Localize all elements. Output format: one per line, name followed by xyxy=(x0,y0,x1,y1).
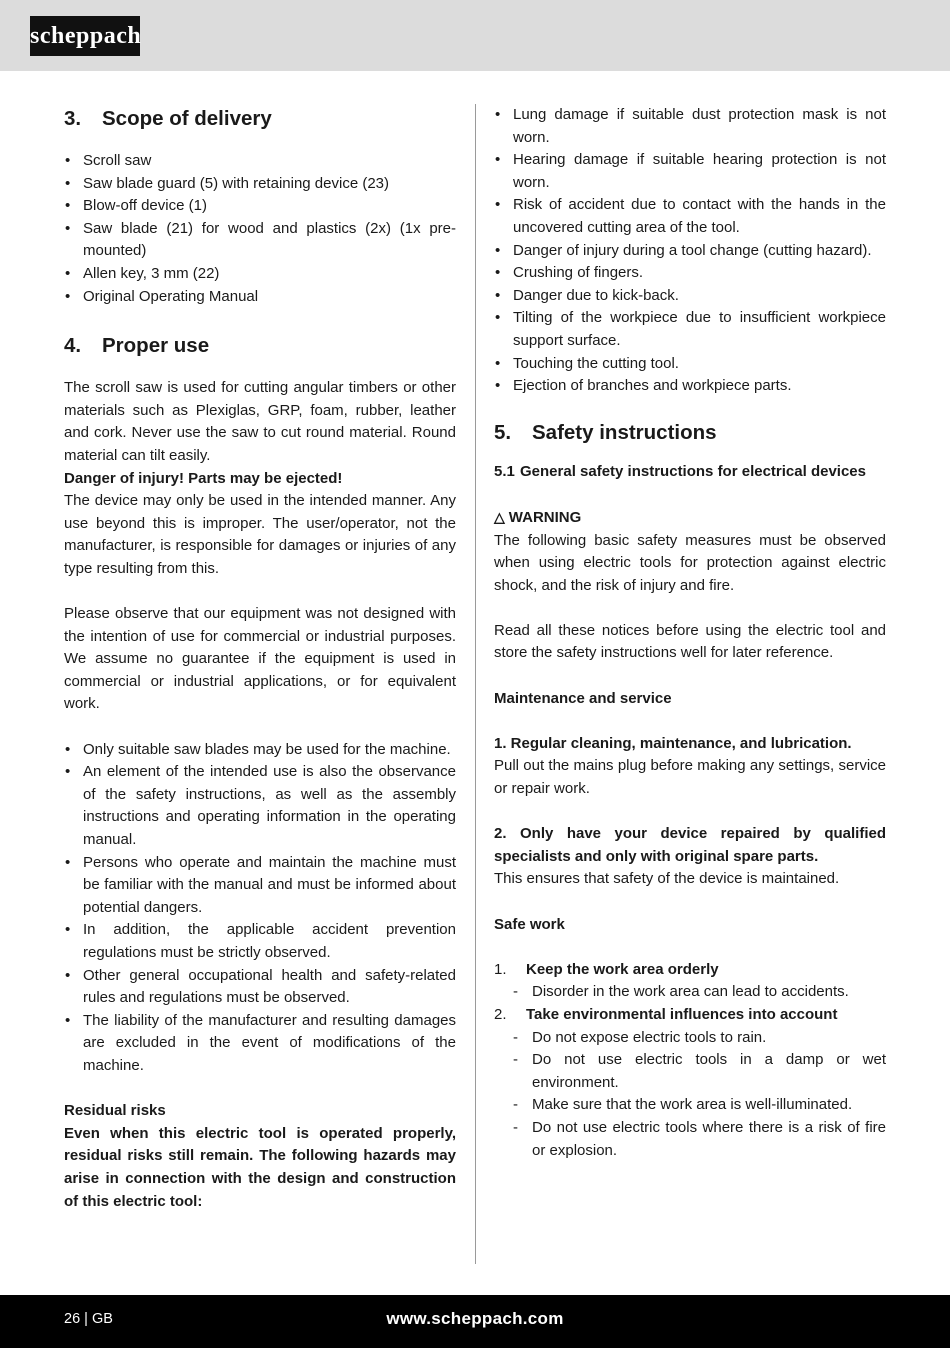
list-item: - Do not use electric tools where there is a risk of fire or explosion. xyxy=(513,1117,886,1162)
maintenance-item-1-title: 1. Regular cleaning, maintenance, and lubrication. xyxy=(494,734,852,752)
list-item: • Persons who operate and maintain the machine must be familiar with the manual and must be informed about potential dangers. xyxy=(64,852,456,920)
list-item: • Original Operating Manual xyxy=(64,286,456,309)
proper-use-paragraph: The scroll saw is used for cutting angular timbers or other materials such as Plexiglas, GRP, foam, rubber, leather and cork. Never use the saw to cut round material. Round material can tilt easily. xyxy=(64,379,456,464)
list-item: • Danger of injury during a tool change (cutting hazard). xyxy=(494,240,886,263)
safe-work-item-2: 2. Take environmental influences into account xyxy=(494,1005,838,1023)
list-item: • Hearing damage if suitable hearing protection is not worn. xyxy=(494,149,886,194)
list-item: • Scroll saw xyxy=(64,150,456,173)
list-item: - Make sure that the work area is well-illuminated. xyxy=(513,1094,886,1117)
danger-notice: Danger of injury! Parts may be ejected! xyxy=(64,469,343,487)
warning-label: △ WARNING xyxy=(494,506,886,530)
proper-use-list xyxy=(64,739,456,1078)
residual-risks-heading: Residual risks xyxy=(64,1102,166,1120)
left-column xyxy=(64,104,456,1213)
list-item: • The liability of the manufacturer and resulting damages are excluded in the event of modifications of the machine. xyxy=(64,1010,456,1078)
warning-paragraph: The following basic safety measures must be observed when using electric tools for protection against electric shock, and the risk of injury and fire. xyxy=(494,531,886,594)
list-item: • Blow-off device (1) xyxy=(64,195,456,218)
list-item: • Saw blade (21) for wood and plastics (2x) (1x pre-mounted) xyxy=(64,218,456,263)
hazards-list xyxy=(494,104,886,398)
section-4-heading: 4. Proper use xyxy=(64,334,210,358)
section-3-heading: 3. Scope of delivery xyxy=(64,107,272,130)
list-item: • Touching the cutting tool. xyxy=(494,353,886,376)
delivery-list xyxy=(64,150,456,308)
scheppach-logo: scheppach xyxy=(30,16,140,56)
intended-use-paragraph: The device may only be used in the intended manner. Any use beyond this is improper. The user/operator, not the manufacturer, is responsible for damages or injuries of any type resulting from this. xyxy=(64,492,456,577)
page-footer xyxy=(0,1295,950,1348)
list-item: • An element of the intended use is also the observance of the safety instructions, as well as the assembly instructions and operating information in the operating manual. xyxy=(64,761,456,851)
website-link[interactable]: www.scheppach.com xyxy=(386,1309,564,1328)
list-item: • Only suitable saw blades may be used for the machine. xyxy=(64,739,456,762)
commercial-use-paragraph: Please observe that our equipment was not designed with the intention of use for commercial or industrial purposes. We assume no guarantee if the equipment is used in commercial or industrial applications, or for equivalent work. xyxy=(64,605,456,713)
safe-work-heading: Safe work xyxy=(494,915,565,933)
page-number: 26 | GB xyxy=(64,1311,113,1327)
list-item: • Danger due to kick-back. xyxy=(494,285,886,308)
page-header xyxy=(0,0,950,71)
list-item: • Saw blade guard (5) with retaining device (23) xyxy=(64,173,456,196)
list-item: • In addition, the applicable accident prevention regulations must be strictly observed. xyxy=(64,919,456,964)
list-item: • Risk of accident due to contact with the hands in the uncovered cutting area of the tool. xyxy=(494,194,886,239)
column-divider xyxy=(475,104,476,1264)
safe-work-item-1: 1. Keep the work area orderly xyxy=(494,960,719,978)
list-item: • Lung damage if suitable dust protection mask is not worn. xyxy=(494,104,886,149)
list-item: • Other general occupational health and safety-related rules and regulations must be observed. xyxy=(64,965,456,1010)
list-item: • Allen key, 3 mm (22) xyxy=(64,263,456,286)
read-notices-paragraph: Read all these notices before using the electric tool and store the safety instructions well for later reference. xyxy=(494,621,886,662)
safe-work-sublist-2 xyxy=(494,1027,886,1163)
maintenance-item-2-title: 2. Only have your device repaired by qualified specialists and only with original spare parts. xyxy=(494,825,886,865)
right-column xyxy=(494,104,886,1162)
list-item: • Tilting of the workpiece due to insufficient workpiece support surface. xyxy=(494,307,886,352)
maintenance-item-2-text: This ensures that safety of the device is maintained. xyxy=(494,870,840,888)
list-item: - Disorder in the work area can lead to accidents. xyxy=(513,981,886,1004)
list-item: - Do not expose electric tools to rain. xyxy=(513,1027,886,1050)
maintenance-item-1-text: Pull out the mains plug before making any settings, service or repair work. xyxy=(494,757,886,798)
maintenance-heading: Maintenance and service xyxy=(494,689,672,707)
section-5-heading: 5. Safety instructions xyxy=(494,420,717,444)
list-item: • Crushing of fingers. xyxy=(494,262,886,285)
residual-risks-text: Even when this electric tool is operated properly, residual risks still remain. The following hazards may arise in connection with the design and construction of this electric tool: xyxy=(64,1124,456,1210)
warning-triangle-icon: △ xyxy=(494,508,505,525)
section-5-1-heading: 5.1 General safety instructions for electrical devices xyxy=(494,462,866,480)
list-item: • Ejection of branches and workpiece parts. xyxy=(494,375,886,398)
safe-work-sublist-1 xyxy=(494,981,886,1004)
list-item: - Do not use electric tools in a damp or wet environment. xyxy=(513,1049,886,1094)
